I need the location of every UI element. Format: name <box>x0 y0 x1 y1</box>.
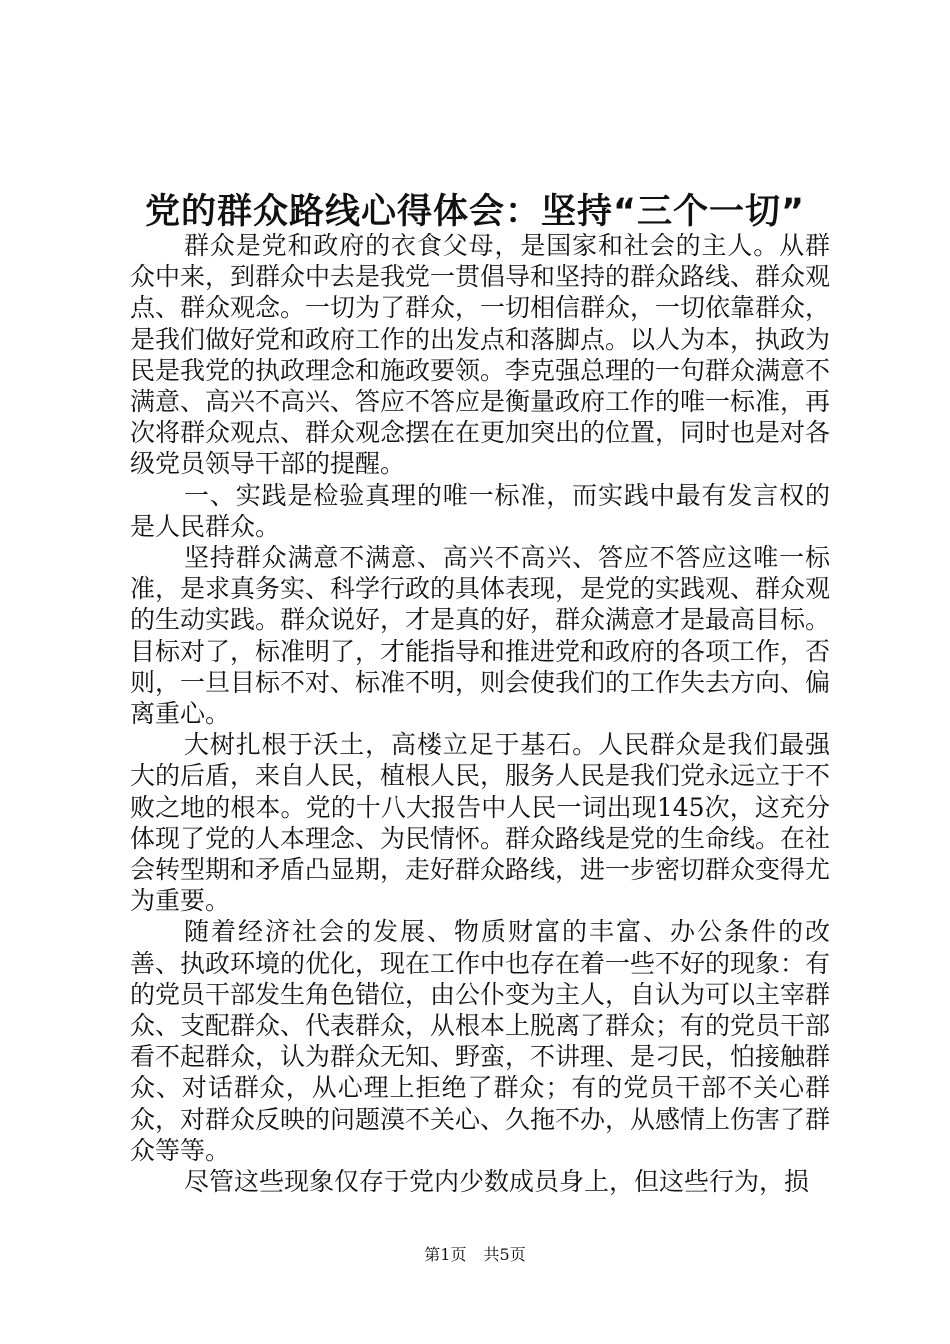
document-body <box>130 230 830 1197</box>
page-total: 共5页 <box>483 1245 526 1264</box>
paragraph-5: 随着经济社会的发展、物质财富的丰富、办公条件的改善、执政环境的优化，现在工作中也存在着一些不好的现象：有的党员干部发生角色错位，由公仆变为主人，自认为可以主宰群众、支配群众、代表群众，从根本上脱离了群众；有的党员干部看不起群众，认为群众无知、野蛮，不讲理、是刁民，怕接触群众、对话群众，从心理上拒绝了群众；有的党员干部不关心群众，对群众反映的问题漠不关心、久拖不办，从感情上伤害了群众等等。 <box>130 917 831 1165</box>
paragraph-6: 尽管这些现象仅存于党内少数成员身上，但这些行为，损 <box>184 1167 810 1197</box>
paragraph-1: 群众是党和政府的衣食父母，是国家和社会的主人。从群众中来，到群众中去是我党一贯倡导和坚持的群众路线、群众观点、群众观念。一切为了群众，一切相信群众，一切依靠群众，是我们做好党和政府工作的出发点和落脚点。以人为本，执政为民是我党的执政理念和施政要领。李克强总理的一句群众满意不满意、高兴不高兴、答应不答应是衡量政府工作的唯一标准，再次将群众观点、群众观念摆在在更加突出的位置，同时也是对各级党员领导干部的提醒。 <box>130 231 831 479</box>
page-number: 第1页 <box>424 1245 467 1264</box>
paragraph-2: 一、实践是检验真理的唯一标准，而实践中最有发言权的是人民群众。 <box>130 480 830 541</box>
page-footer <box>0 1245 950 1265</box>
paragraph-3: 坚持群众满意不满意、高兴不高兴、答应不答应这唯一标准，是求真务实、科学行政的具体表现，是党的实践观、群众观的生动实践。群众说好，才是真的好，群众满意才是最高目标。目标对了，标准明了，才能指导和推进党和政府的各项工作，否则，一旦目标不对、标准不明，则会使我们的工作失去方向、偏离重心。 <box>130 543 831 729</box>
paragraph-4: 大树扎根于沃土，高楼立足于基石。人民群众是我们最强大的后盾，来自人民，植根人民，服务人民是我们党永远立于不败之地的根本。党的十八大报告中人民一词出现145次，这充分体现了党的人本理念、为民情怀。群众路线是党的生命线。在社会转型期和矛盾凸显期，走好群众路线，进一步密切群众变得尤为重要。 <box>130 730 831 916</box>
document-title: 党的群众路线心得体会：坚持“三个一切” <box>144 192 805 232</box>
